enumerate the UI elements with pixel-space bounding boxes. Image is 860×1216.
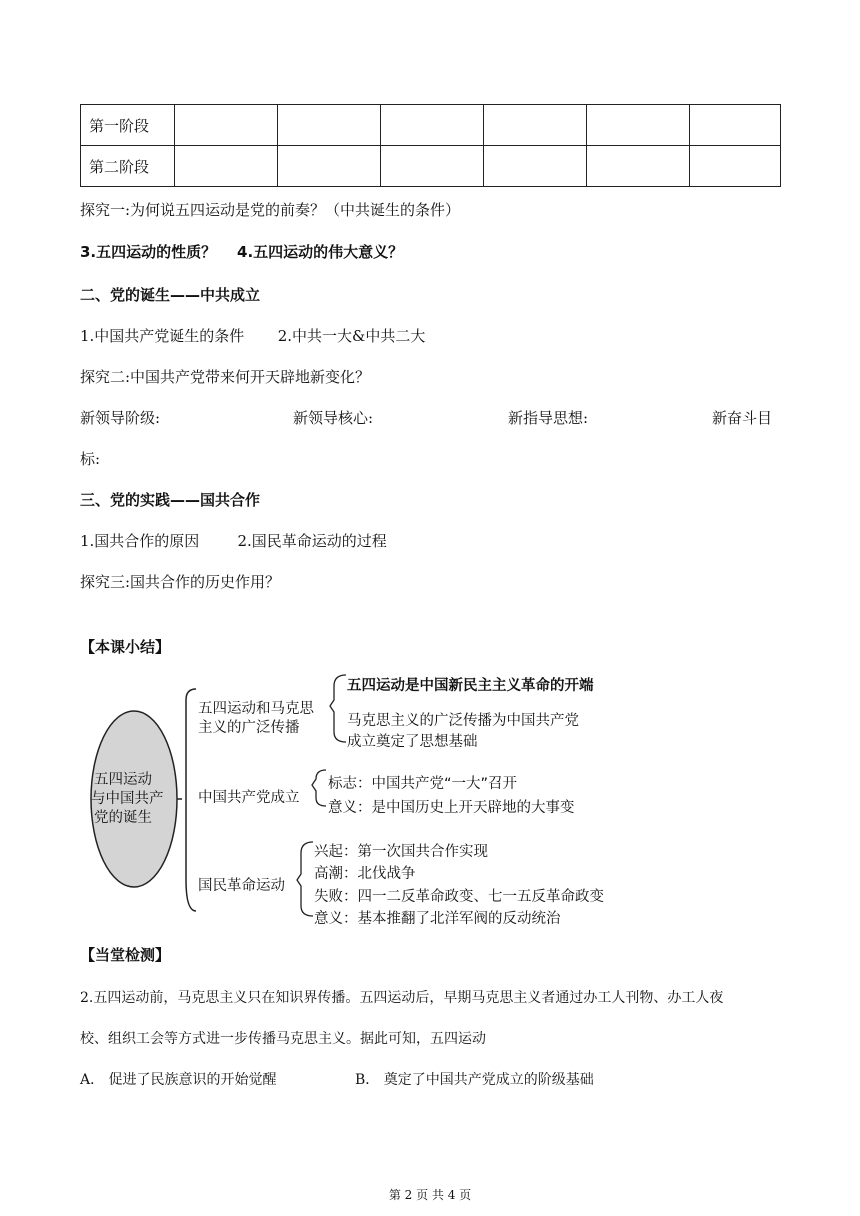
branch-three-sub4: 意义：基本推翻了北洋军阀的反动统治 xyxy=(314,911,561,927)
center-label-3: 党的诞生 xyxy=(94,810,152,826)
questions-three-four: 3.五四运动的性质？ 4.五四运动的伟大意义？ xyxy=(80,243,404,261)
branch-one-sub1: 五四运动是中国新民主主义革命的开端 xyxy=(347,678,594,694)
branch-three-sub1: 兴起：第一次国共合作实现 xyxy=(314,844,488,860)
brace-three xyxy=(297,842,313,916)
new-leading-class: 新领导阶级: xyxy=(80,409,161,427)
table-cell-label: 第一阶段 xyxy=(81,105,175,146)
branch-one-line1: 五四运动和马克思 xyxy=(198,701,314,717)
branch-one-line2: 主义的广泛传播 xyxy=(198,720,300,736)
summary-title: 【本课小结】 xyxy=(80,638,171,656)
branch-two-sub2: 意义：是中国历史上开天辟地的大事变 xyxy=(328,800,575,816)
branch-one-sub2-line1: 马克思主义的广泛传播为中国共产党 xyxy=(347,713,579,729)
explore-two: 探究二:中国共产党带来何开天辟地新变化？ xyxy=(80,368,371,386)
question-two-line1: 2.五四运动前，马克思主义只在知识界传播。五四运动后，早期马克思主义者通过办工人刊物、办工人夜 xyxy=(80,990,724,1006)
brace-two xyxy=(312,770,326,806)
center-label-1: 五四运动 xyxy=(94,772,152,788)
explore-one: 探究一:为何说五四运动是党的前奏？（中共诞生的条件） xyxy=(80,201,461,219)
branch-two: 中国共产党成立 xyxy=(198,790,300,806)
branch-one-sub2-line2: 成立奠定了思想基础 xyxy=(347,734,478,750)
option-a: A． 促进了民族意识的开始觉醒 xyxy=(80,1072,277,1088)
branch-two-sub1: 标志：中国共产党“一大”召开 xyxy=(328,776,518,792)
new-goal-part1: 新奋斗目 xyxy=(712,409,773,427)
section-two-heading: 二、党的诞生——中共成立 xyxy=(80,286,261,304)
new-leading-core: 新领导核心: xyxy=(293,409,374,427)
section-two-items: 1.中国共产党诞生的条件 2.中共一大&中共二大 xyxy=(80,327,426,345)
option-b: B． 奠定了中国共产党成立的阶级基础 xyxy=(355,1072,594,1088)
center-label-2: 与中国共产 xyxy=(91,791,164,807)
question-two-line2: 校、组织工会等方式进一步传播马克思主义。据此可知，五四运动 xyxy=(80,1031,486,1047)
branch-three-sub2: 高潮：北伐战争 xyxy=(314,866,416,882)
section-three-items: 1.国共合作的原因 2.国民革命运动的过程 xyxy=(80,532,387,550)
test-title: 【当堂检测】 xyxy=(80,946,171,964)
branch-three: 国民革命运动 xyxy=(198,878,285,894)
explore-three: 探究三:国共合作的历史作用？ xyxy=(80,573,281,591)
table-cell-label: 第二阶段 xyxy=(81,146,175,187)
new-goal-part2: 标: xyxy=(80,450,101,468)
new-guiding-thought: 新指导思想: xyxy=(508,409,589,427)
page-footer: 第 2 页 共 4 页 xyxy=(388,1188,472,1202)
main-brace xyxy=(186,689,196,911)
branch-three-sub3: 失败：四一二反革命政变、七一五反革命政变 xyxy=(314,889,604,905)
section-three-heading: 三、党的实践——国共合作 xyxy=(80,491,261,509)
brace-one xyxy=(330,675,346,742)
